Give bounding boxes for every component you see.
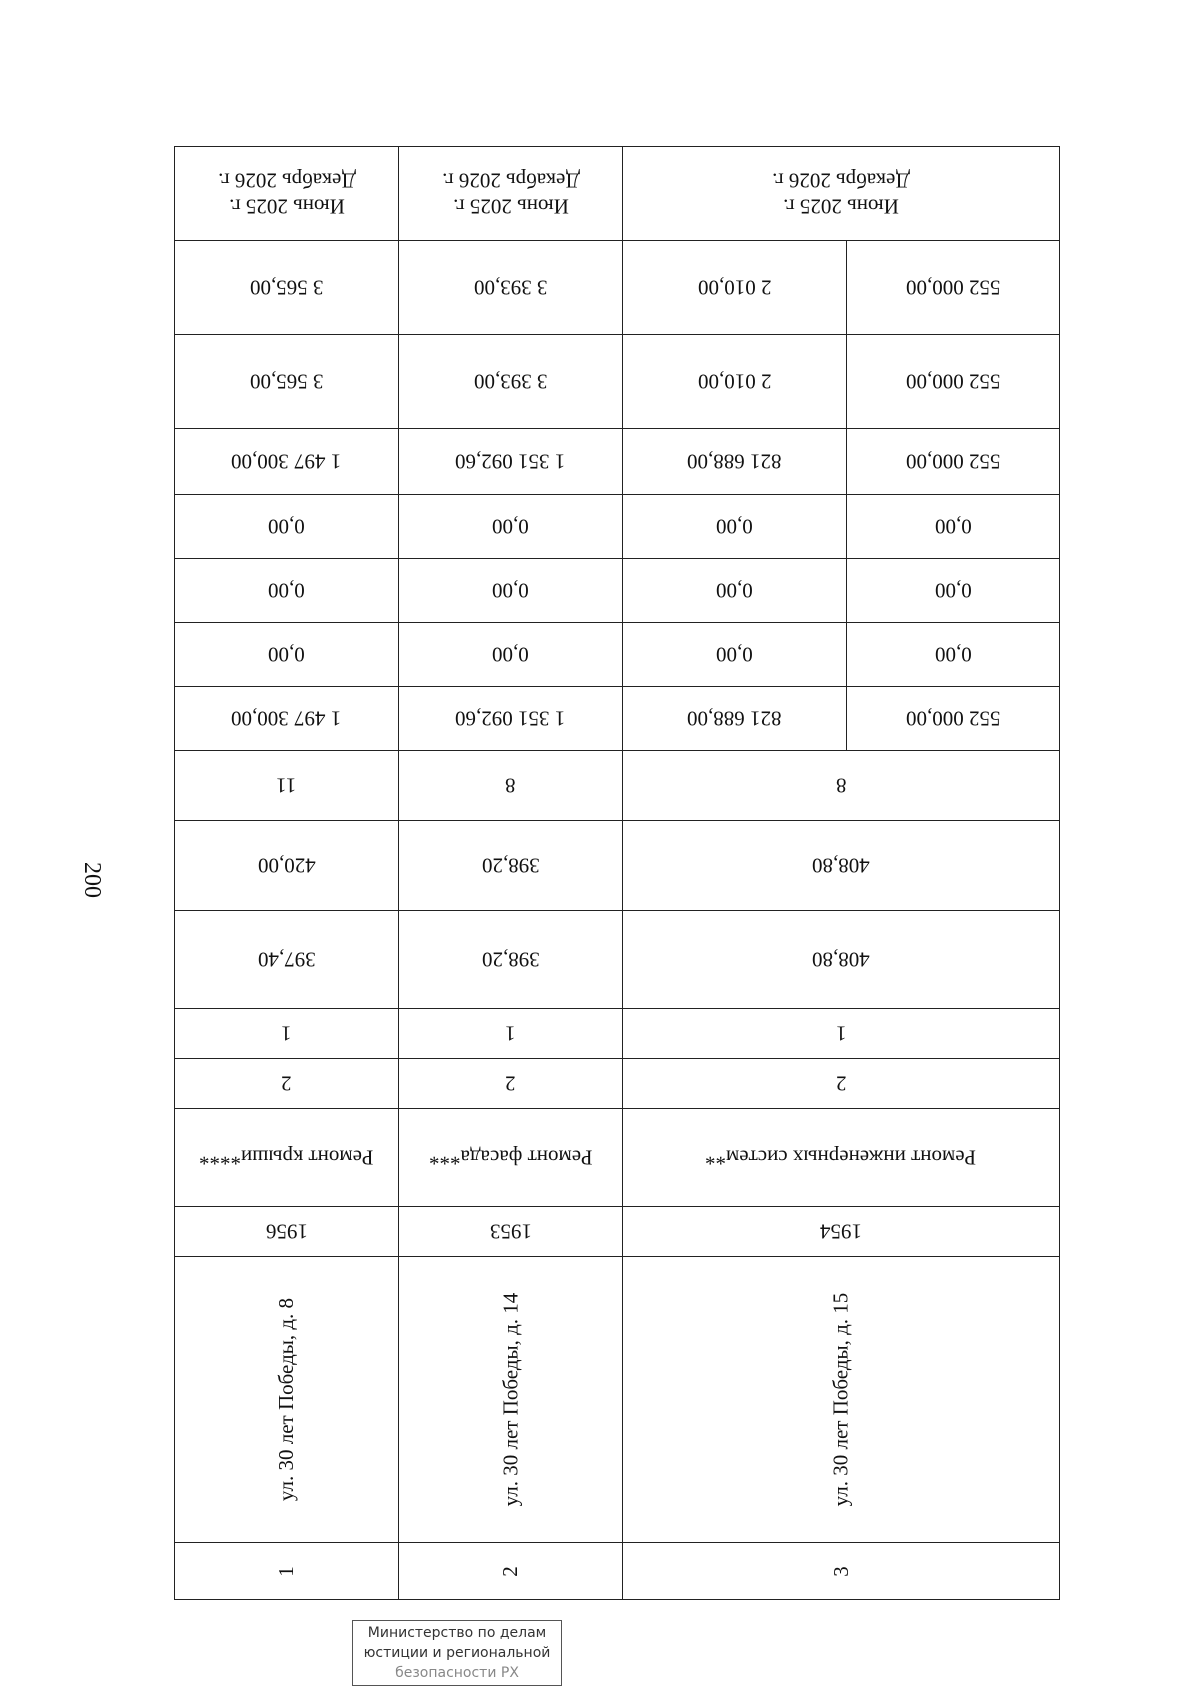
- row3-c6a: 821 688,00: [622, 686, 847, 751]
- row2-address: ул. 30 лет Победы, д. 14: [398, 1256, 623, 1543]
- row3-c9a: 0,00: [622, 494, 847, 559]
- row2-c7: 0,00: [398, 622, 623, 687]
- row2-period: Июнь 2025 г. Декабрь 2026 г.: [398, 146, 623, 241]
- row1-c1: 2: [174, 1058, 399, 1109]
- row3-c2: 1: [622, 1008, 1060, 1059]
- row1-c3: 397,40: [174, 910, 399, 1009]
- row1-work: Ремонт крыши****: [174, 1108, 399, 1207]
- row2-num: 2: [398, 1542, 623, 1600]
- row2-c5: 8: [398, 750, 623, 821]
- row3-c3: 408,80: [622, 910, 1060, 1009]
- row1-c7: 0,00: [174, 622, 399, 687]
- stamp-line-1: Министерство по делам: [367, 1625, 547, 1641]
- row3-c8a: 0,00: [622, 558, 847, 623]
- row3-c8b: 0,00: [846, 558, 1060, 623]
- row1-c6: 1 497 300,00: [174, 686, 399, 751]
- row1-c12: 3 565,00: [174, 240, 399, 335]
- row2-year: 1953: [398, 1206, 623, 1257]
- row1-c2: 1: [174, 1008, 399, 1059]
- row2-c1: 2: [398, 1058, 623, 1109]
- row1-c11: 3 565,00: [174, 334, 399, 429]
- row3-period: Июнь 2025 г. Декабрь 2026 г.: [622, 146, 1060, 241]
- row1-year: 1956: [174, 1206, 399, 1257]
- row3-c4: 408,80: [622, 820, 1060, 911]
- row1-c4: 420,00: [174, 820, 399, 911]
- row3-c1: 2: [622, 1058, 1060, 1109]
- row1-num: 1: [174, 1542, 399, 1600]
- row2-c11: 3 393,00: [398, 334, 623, 429]
- row3-c5: 8: [622, 750, 1060, 821]
- work-schedule-table: [174, 146, 1060, 1600]
- row3-num: 3: [622, 1542, 1060, 1600]
- row3-work: Ремонт инженерных систем**: [622, 1108, 1060, 1207]
- row3-c10b: 552 000,00: [846, 428, 1060, 495]
- page-number: 200: [79, 862, 105, 898]
- row3-c12b: 552 000,00: [846, 240, 1060, 335]
- row3-c11a: 2 010,00: [622, 334, 847, 429]
- row3-c7a: 0,00: [622, 622, 847, 687]
- row3-c7b: 0,00: [846, 622, 1060, 687]
- row2-c2: 1: [398, 1008, 623, 1059]
- row1-c10: 1 497 300,00: [174, 428, 399, 495]
- row3-address: ул. 30 лет Победы, д. 15: [622, 1256, 1060, 1543]
- row3-c10a: 821 688,00: [622, 428, 847, 495]
- row1-c5: 11: [174, 750, 399, 821]
- row3-c6b: 552 000,00: [846, 686, 1060, 751]
- row1-c9: 0,00: [174, 494, 399, 559]
- row2-c6: 1 351 092,60: [398, 686, 623, 751]
- ministry-stamp: [352, 1620, 562, 1686]
- row2-work: Ремонт фасада***: [398, 1108, 623, 1207]
- stamp-line-2: юстиции и региональной: [363, 1645, 551, 1661]
- row2-c10: 1 351 092,60: [398, 428, 623, 495]
- row2-c12: 3 393,00: [398, 240, 623, 335]
- row1-c8: 0,00: [174, 558, 399, 623]
- row3-c9b: 0,00: [846, 494, 1060, 559]
- row1-address: ул. 30 лет Победы, д. 8: [174, 1256, 399, 1543]
- stamp-line-3: безопасности РХ: [395, 1665, 519, 1681]
- row2-c3: 398,20: [398, 910, 623, 1009]
- row1-period: Июнь 2025 г. Декабрь 2026 г.: [174, 146, 399, 241]
- row3-year: 1954: [622, 1206, 1060, 1257]
- row3-c12a: 2 010,00: [622, 240, 847, 335]
- row3-c11b: 552 000,00: [846, 334, 1060, 429]
- row2-c4: 398,20: [398, 820, 623, 911]
- row2-c9: 0,00: [398, 494, 623, 559]
- row2-c8: 0,00: [398, 558, 623, 623]
